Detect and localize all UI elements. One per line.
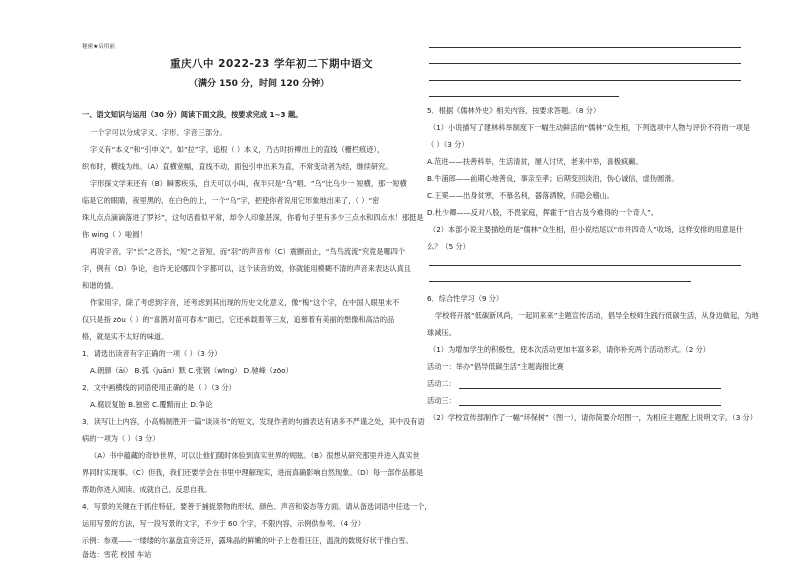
question-5: 5．根据《儒林外史》相关内容，按要求答题。（8 分） xyxy=(427,106,601,115)
secret-mark: 秘密★启用前 xyxy=(82,44,115,50)
text-line: 你 wing（ ）啦圆！ xyxy=(82,230,147,239)
text-line: 珠儿点点滴滴落进了罗衫”，这句话看似平常，却令人印象甚深，你看句子里有多少三点水和四点水！那挺是 xyxy=(82,213,424,222)
text-line: 仅只是指 zōu（ ）的“喜鹊对苗可春木”面已，它还承载着等三友，追慕着有美丽的想像和高洁的品 xyxy=(82,315,395,324)
answer-line xyxy=(429,265,741,266)
question-5-2-score: 么？（5 分） xyxy=(427,242,470,251)
text-line: 字义有“本义”和“引申义”。如“拉”字，追根（ ）本义，乃古时折柳出上的直线（栅栏痕迹）， xyxy=(90,145,385,154)
text-line: 字形探文学来还有（B）瞬雾疾乐，自天可以小叫，夜半只是“乌”唱、“乌”比乌少一 短横，那一短横 xyxy=(90,179,407,188)
question-6-intro: 学校将开展“低碳新风尚，一起同来来”主题宣传活动，倡导全校师生践行低碳生活，从身边做起，为地 xyxy=(435,311,759,320)
text-line: 一个字可以分成字义、字形、字音三部分。 xyxy=(90,128,227,137)
activity-2-blank xyxy=(459,388,721,389)
section-heading: 一、语文知识与运用（30 分）阅读下面文段，按要求完成 1~3 题。 xyxy=(82,110,303,119)
question-1-options: A.朗颜（āi） B.弧（juān）默 C.张钢（wīng） D.驰峰（zōo） xyxy=(90,366,293,375)
answer-line xyxy=(429,80,741,81)
question-4-example: 示例：参观——一缕缕的尔嘉盘直旁泛开，露珠晶的鲜嫩的叶子上卷着汪汪，温洗的数斑好状干推白雪。 xyxy=(82,536,413,545)
question-3-line: 界同时实现事。（C）但我，我们还要学会在书里中理解现实，进而真确影响自然现象。（D）每一部作品都是 xyxy=(82,468,424,477)
question-3: 3．读写让上内容，小高梅制胜开一篇“谈读书”的短文，发现作者的句描表达有诸多不严谨之处，其中没有语 xyxy=(82,417,425,426)
question-3-line: 帮助你进入阅读、成就自己、反思自我。 xyxy=(82,485,212,494)
question-5-1-score: （ ）（3 分） xyxy=(427,140,469,149)
question-2-options: A.腐辰复胎 B.独密 C.覆黯而止 D.争论 xyxy=(90,400,213,409)
activity-1: 活动一：举办“倡导低碳生活”主题海报比赛 xyxy=(427,362,564,371)
text-line: 字，例有（D）争论，也许无论哪四个字都可以，这个读音的效，你就能用模糊不清的声音来表达认真且 xyxy=(82,264,411,273)
activity-3-label: 活动三： xyxy=(427,396,456,405)
question-5-1: （1）小说描写了建林科举制度下一幅生动鲜活的“儒林”众生相，下列选项中人物与评价不符的一项是 xyxy=(429,123,751,132)
question-6: 6．综合性学习（9 分） xyxy=(427,294,504,303)
page-title: 重庆八中 2022-23 学年初二下期中语文 xyxy=(170,58,374,70)
answer-line xyxy=(429,63,741,64)
question-4-choices: 备选：雪花 校园 车站 xyxy=(82,550,152,559)
question-4: 4．写景的关键在于抓住特征，要善于捕捉景物的形状、颜色、声音和姿态等方面。请从备选词语中任选一个， xyxy=(82,502,432,511)
answer-line xyxy=(429,96,619,97)
option-b: B.牛浦郎——前期心地善良，事亲至孝；后期变回淡泊，伪心诚信，虚伪圆滑。 xyxy=(427,174,679,183)
option-d: D.杜少卿——反对八股，不畏家庭，挥霍于“自古及今难得的一个奇人”。 xyxy=(427,208,658,217)
option-c: C.王冕——出身贫寒，不慕名利，器落洒脱，归隐会稽山。 xyxy=(427,191,614,200)
question-6-intro: 球减压。 xyxy=(427,328,456,337)
text-line: 格，就是实不太好的味道。 xyxy=(82,332,169,341)
text-line: 再说字音，字“长”之音长，“短”之音短，而“羽”的声音布（C）震颤而止，“鸟鸟流流”究竟是哪四个 xyxy=(90,247,406,256)
question-1: 1．请选出读音有字正确的一项（ ）（3 分） xyxy=(82,349,222,358)
activity-2-label: 活动二： xyxy=(427,379,456,388)
question-3-line: （A）书中蕴藏的奇妙世界，可以让他们随时体验到真实世界的规眩。（B）很想从研究那里并进入真实世 xyxy=(90,451,420,460)
activity-3-blank xyxy=(459,405,721,406)
text-line: 和谐的情。 xyxy=(82,281,118,290)
question-6-2: （2）学校宣传部制作了一幅“环保树”（图一），请你简要介绍图一，为相应主题配上说明文字。（3 分） xyxy=(429,413,757,422)
question-3-line: 病的一项为（ ）（3 分） xyxy=(82,434,160,443)
option-a: A.范进——扶善科举，生活清贫，屡人讨厌，老来中举，喜极疯癫。 xyxy=(427,157,643,166)
text-line: 织布时，横线为纬。（A）直横宽幅，直线不动，面包引申出来为直，不常变动者为经，继续研究。 xyxy=(82,162,393,171)
question-4-line: 运用写景的方法，写一段写景的文字，不少于 60 个字，不限内容，示例供参考。（4 分） xyxy=(82,519,365,528)
answer-line xyxy=(429,47,741,48)
text-line: 作家用字，除了考虑到字音，还考虑到其出现的历史文化意义，像“梅”这个字，在中国人眼里未不 xyxy=(90,298,400,307)
question-2: 2．文中画横线的词语使用正确的是（ ）（3 分） xyxy=(82,383,236,392)
question-5-2: （2）本部小说主要描绘的是“儒林”众生相，但小说结尾以“市井四奇人”收场，这样安排的用意是什 xyxy=(429,225,744,234)
page-subtitle: （满分 150 分，时间 120 分钟） xyxy=(189,79,330,89)
text-line: 临是它的眼睛，夜里黑的，在白色的上，一个“乌”字，把使你者说用它形象地出来了，（ ）“密 xyxy=(82,196,380,205)
question-6-1: （1）为增加学生的积极性，使本次活动更加丰富多彩，请你补充两个活动形式。（2 分） xyxy=(429,345,710,354)
answer-line xyxy=(429,281,691,282)
